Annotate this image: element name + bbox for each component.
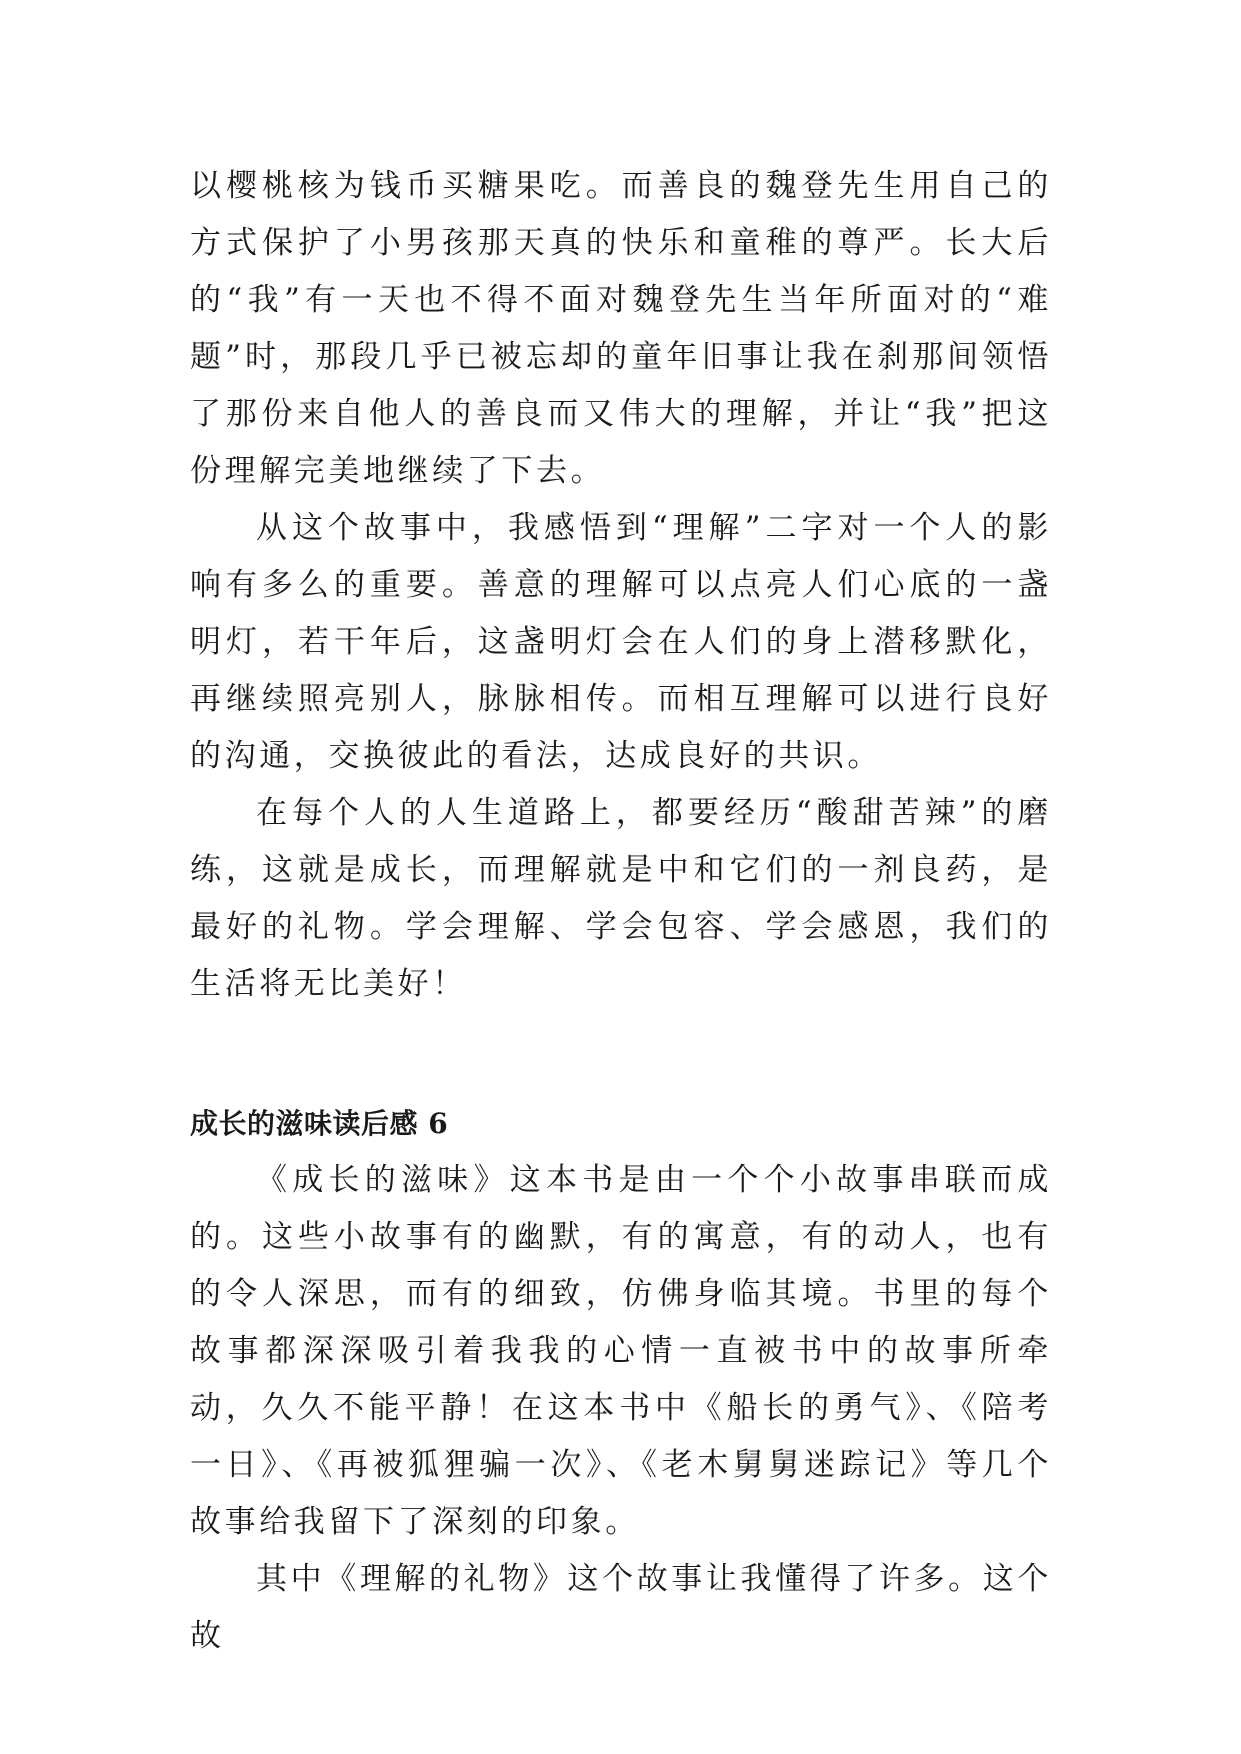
paragraph-continued: 以樱桃核为钱币买糖果吃。而善良的魏登先生用自己的方式保护了小男孩那天真的快乐和童稚的尊严。长大后的“我”有一天也不得不面对魏登先生当年所面对的“难题”时，那段几乎已被忘却的童年旧事让我在刹那间领悟了那份来自他人的善良而又伟大的理解，并让“我”把这份理解完美地继续了下去。 — [190, 168, 1052, 489]
section-heading: 成长的滋味读后感 6 — [190, 1107, 449, 1140]
paragraph-understanding: 从这个故事中，我感悟到“理解”二字对一个人的影响有多么的重要。善意的理解可以点亮人们心底的一盏明灯，若干年后，这盏明灯会在人们的身上潜移默化，再继续照亮别人，脉脉相传。而相互理解可以进行良好的沟通，交换彼此的看法，达成良好的共识。 — [190, 510, 1052, 774]
paragraph-book-intro: 《成长的滋味》这本书是由一个个小故事串联而成的。这些小故事有的幽默，有的寓意，有的动人，也有的令人深思，而有的细致，仿佛身临其境。书里的每个故事都深深吸引着我我的心情一直被书中的故事所牵动，久久不能平静！在这本书中《船长的勇气》、《陪考一日》、《再被狐狸骗一次》、《老木舅舅迷踪记》等几个故事给我留下了深刻的印象。 — [190, 1162, 1052, 1540]
section-gap — [190, 1013, 1052, 1095]
paragraph-growth: 在每个人的人生道路上，都要经历“酸甜苦辣”的磨练，这就是成长，而理解就是中和它们的一剂良药，是最好的礼物。学会理解、学会包容、学会感恩，我们的生活将无比美好！ — [190, 795, 1052, 1002]
document-body — [190, 158, 1052, 1665]
paragraph-gift-story: 其中《理解的礼物》这个故事让我懂得了许多。这个故 — [190, 1561, 1052, 1654]
